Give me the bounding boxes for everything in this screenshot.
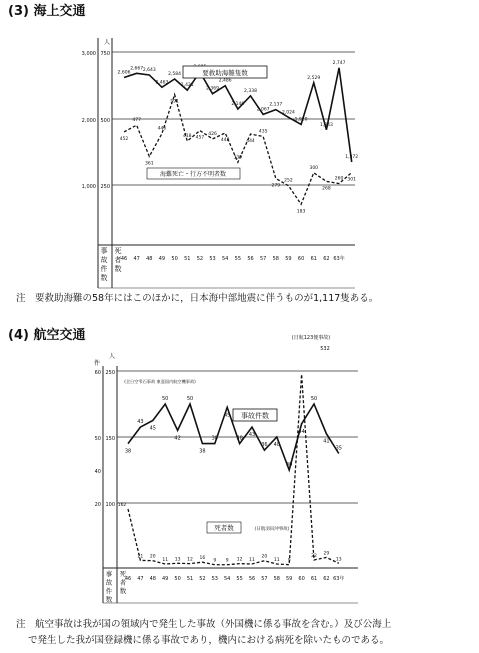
vessels-data-label: 2,486 (218, 78, 232, 84)
vessels-data-label: 2,463 (155, 80, 169, 86)
annotation-jal123: (日航123便事故) (291, 335, 331, 341)
accidents-data-label: 41 (323, 438, 330, 445)
y-right-unit: 人 (103, 39, 111, 46)
x-tick-label: 46 (124, 576, 132, 582)
deaths-data-label: 446 (157, 126, 167, 132)
accidents-data-label: 50 (310, 396, 318, 402)
deaths-data-label: 260 (334, 176, 344, 182)
bottom-label-accidents: 件 (105, 587, 113, 595)
x-tick-label: 46 (120, 256, 128, 262)
annotation-1971-accidents: (全日空雫石事故 東亜国内航空機事故) (124, 379, 196, 384)
x-tick-label: 52 (199, 576, 206, 582)
deaths-data-label: 9 (225, 558, 229, 564)
x-tick-label: 49 (162, 576, 169, 582)
section4-note-line2: で発生した我が国登録機に係る事故であり，機内における病死を除いたものである。 (28, 635, 390, 646)
accidents-data-label: 38 (124, 448, 132, 455)
vessels-data-label: 2,338 (244, 88, 257, 94)
legend-accidents: 事故件数 (241, 412, 269, 420)
accidents-data-label: 35 (335, 445, 342, 452)
x-tick-label: 62 (323, 256, 330, 262)
deaths-data-label: 426 (208, 131, 217, 137)
x-tick-label: 56 (247, 256, 254, 262)
x-tick-label: 59 (285, 256, 292, 262)
x-tick-label: 58 (272, 256, 279, 262)
deaths-data-label: 16 (199, 556, 206, 562)
deaths-data-label: 339 (233, 155, 243, 161)
legend-vessels: 要救助海難隻数 (202, 69, 248, 77)
series-deaths-line (128, 374, 339, 564)
x-tick-label: 48 (146, 256, 153, 262)
accidents-data-label: 49 (224, 412, 231, 419)
deaths-data-label: 435 (258, 129, 268, 135)
x-tick-label: 60 (297, 256, 305, 262)
bottom-label-deaths: 数 (119, 587, 127, 595)
section4-note-line1: 注 航空事故は我が国の領域内で発生した事故（外国機に係る事故を含む。）及び公海上 (16, 619, 392, 630)
x-tick-label: 61 (310, 576, 318, 582)
y-right-tick: 100 (105, 502, 115, 508)
accidents-data-label: 44 (298, 428, 305, 435)
vessels-data-label: 1,372 (345, 155, 359, 161)
bottom-label-accidents: 故 (105, 578, 113, 587)
deaths-data-label: 448 (220, 137, 230, 143)
bottom-label-accidents: 事 (105, 570, 113, 578)
deaths-data-label: 20 (261, 554, 268, 560)
x-tick-label: 54 (224, 576, 231, 582)
deaths-data-label: 444 (246, 139, 255, 145)
vessels-data-label: 2,137 (269, 102, 283, 108)
deaths-data-label: 279 (271, 183, 281, 189)
y-left-tick: 60 (94, 370, 101, 376)
deaths-data-label: 300 (309, 165, 319, 171)
deaths-data-label: 20 (149, 554, 156, 560)
accidents-data-label: 50 (186, 396, 194, 402)
y-right-unit: 人 (108, 353, 116, 360)
deaths-data-label: 11 (249, 557, 255, 563)
vessels-data-label: 2,369 (206, 86, 219, 92)
x-tick-label: 53 (209, 256, 216, 262)
deaths-data-label: 11 (273, 557, 280, 563)
vessels-data-label: 2,421 (180, 83, 194, 89)
deaths-data-label: 252 (284, 178, 293, 184)
section3-note: 注 要救助海難の58年にはこのほかに，日本海中部地震に伴うものが1,117隻ある。 (16, 293, 379, 304)
vessels-data-label: 1,843 (319, 122, 333, 128)
x-tick-label: 60 (298, 576, 305, 582)
x-tick-label: 47 (137, 576, 144, 582)
vessels-data-label: 2,024 (282, 110, 295, 116)
vessels-data-label: 2,529 (307, 75, 321, 81)
deaths-data-label: 13 (335, 557, 342, 563)
x-tick-label: 57 (261, 576, 268, 582)
vessels-data-label: 2,643 (142, 67, 156, 73)
y-right-tick: 250 (100, 184, 110, 190)
annotation-haneda: (日航羽田沖事故) (254, 527, 290, 532)
deaths-data-label: 162 (117, 503, 127, 509)
x-tick-label: 54 (222, 256, 229, 262)
legend-deaths: 死者数 (214, 524, 234, 532)
y-right-tick: 150 (105, 436, 115, 442)
x-tick-label: 50 (174, 576, 181, 582)
deaths-data-label: 268 (322, 186, 331, 192)
bottom-label-deaths: 者 (119, 578, 127, 587)
accidents-data-label: 38 (211, 435, 218, 442)
y-left-tick: 20 (94, 502, 101, 508)
deaths-data-label: 9 (287, 558, 291, 564)
y-right-tick: 750 (100, 51, 110, 57)
bottom-label-deaths: 死 (119, 570, 127, 578)
deaths-data-label: 183 (296, 209, 306, 215)
x-tick-label: 63年 (333, 256, 345, 262)
deaths-data-label: 418 (182, 134, 192, 140)
deaths-data-label: 12 (187, 557, 193, 563)
x-tick-label: 58 (273, 576, 280, 582)
x-tick-label: 47 (133, 256, 140, 262)
y-left-tick: 40 (94, 469, 101, 475)
accidents-data-label: 43 (137, 419, 144, 426)
accidents-data-label: 43 (248, 432, 256, 439)
accidents-data-label: 50 (162, 396, 169, 402)
y-right-tick: 500 (100, 118, 110, 124)
deaths-data-label: 9 (213, 558, 217, 564)
accidents-data-label: 42 (174, 435, 181, 442)
bottom-label-deaths: 死 (114, 247, 122, 255)
x-tick-label: 51 (186, 576, 194, 582)
accidents-data-label: 38 (199, 448, 206, 455)
bottom-label-accidents: 数 (105, 595, 113, 604)
section3-title: (3) 海上交通 (8, 4, 86, 19)
annotation-peak-value: 532 (320, 346, 330, 352)
x-tick-label: 50 (171, 256, 178, 262)
y-right-tick: 250 (105, 370, 115, 376)
deaths-data-label: 11 (162, 557, 169, 563)
y-left-tick: 1,000 (81, 184, 96, 190)
deaths-data-label: 21 (137, 554, 144, 560)
bottom-label-accidents: 事 (100, 247, 108, 255)
deaths-data-label: 457 (195, 135, 205, 141)
deaths-data-label: 452 (119, 136, 129, 142)
deaths-data-label: 477 (132, 118, 141, 124)
x-tick-label: 53 (211, 576, 218, 582)
vessels-data-label: 2,747 (332, 60, 346, 66)
vessels-data-label: 2,606 (117, 70, 131, 76)
deaths-data-label: 591 (170, 99, 179, 105)
y-left-tick: 2,000 (81, 118, 96, 124)
y-left-tick: 50 (94, 436, 101, 442)
bottom-label-deaths: 数 (114, 265, 122, 273)
deaths-data-label: 29 (323, 551, 330, 557)
vessels-data-label: 1,920 (294, 117, 308, 123)
accidents-data-label: 45 (149, 425, 156, 432)
accidents-data-label: 38 (236, 435, 243, 442)
x-tick-label: 56 (248, 576, 256, 582)
deaths-data-label: 13 (174, 557, 181, 563)
bottom-label-accidents: 数 (100, 274, 108, 282)
vessels-data-label: 2,067 (256, 107, 270, 113)
bottom-label-accidents: 件 (100, 265, 108, 273)
accidents-data-label: 36 (261, 442, 268, 449)
x-tick-label: 52 (196, 256, 204, 262)
deaths-data-label: 12 (236, 557, 243, 563)
x-tick-label: 61 (310, 256, 317, 262)
deaths-data-label: 361 (145, 161, 154, 167)
accidents-data-label: 30 (286, 462, 293, 468)
bottom-label-accidents: 故 (100, 256, 108, 264)
x-tick-label: 49 (158, 256, 166, 262)
x-tick-label: 55 (236, 576, 243, 582)
bottom-label-deaths: 者 (114, 256, 122, 264)
x-tick-label: 51 (184, 256, 191, 262)
y-left-unit: 件 (93, 360, 101, 367)
deaths-data-label: 301 (347, 177, 356, 183)
vessels-data-label: 2,584 (168, 71, 182, 77)
deaths-data-label: 22 (311, 553, 317, 559)
x-tick-label: 48 (149, 576, 156, 582)
x-tick-label: 63年 (333, 576, 345, 582)
vessels-data-label: 2,667 (130, 66, 144, 72)
section4-title: (4) 航空交通 (8, 328, 86, 343)
x-tick-label: 55 (234, 256, 242, 262)
y-left-tick: 3,000 (81, 51, 96, 57)
vessels-data-label: 2,146 (231, 101, 245, 107)
accidents-data-label: 40 (273, 442, 280, 448)
x-tick-label: 59 (286, 576, 293, 582)
x-tick-label: 57 (259, 256, 267, 262)
legend-deaths: 海難死亡・行方不明者数 (159, 171, 227, 178)
x-tick-label: 62 (323, 576, 330, 582)
